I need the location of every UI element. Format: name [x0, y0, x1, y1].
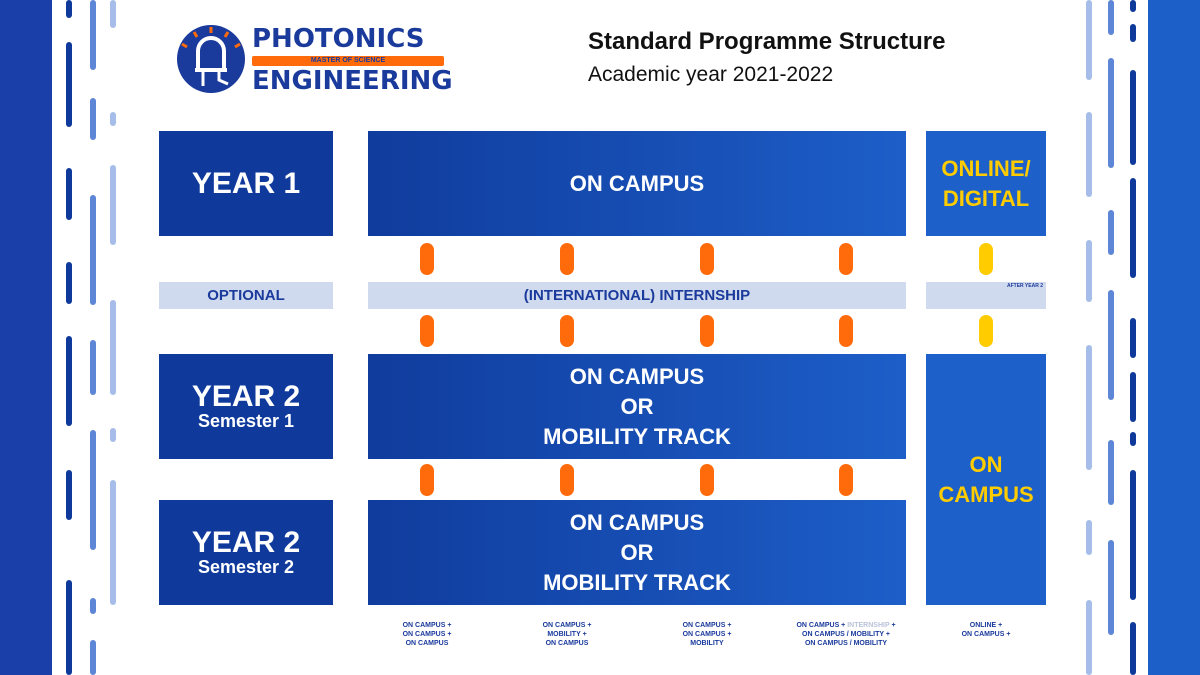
connector-pill: [700, 464, 714, 496]
track-4-line3: ON CAMPUS / MOBILITY: [804, 640, 888, 647]
connector-pill: [560, 464, 574, 496]
year1-main-box: [368, 131, 906, 236]
year2s2-label-box: [159, 500, 333, 605]
year2s1-title: YEAR 2: [191, 379, 301, 413]
year1-label-box: [159, 131, 333, 236]
track-4-line1: [771, 621, 921, 630]
track-4-line1-c: +: [889, 622, 896, 629]
track-2-line2: MOBILITY +: [547, 631, 587, 638]
year2s2-line2: OR: [620, 539, 654, 565]
track-1-line1: ON CAMPUS +: [402, 622, 452, 629]
track-2-line3: ON CAMPUS: [545, 640, 589, 647]
track-3-line1: ON CAMPUS +: [682, 622, 732, 629]
year1-title: YEAR 1: [191, 166, 301, 200]
connector-pill: [560, 243, 574, 275]
track-3-line2: ON CAMPUS +: [682, 631, 732, 638]
year2s2-main-box: [368, 500, 906, 605]
year2s1-label-box: [159, 354, 333, 459]
connector-pill-yellow: [979, 243, 993, 275]
page-subtitle: Academic year 2021-2022: [588, 63, 834, 86]
year2s2-title: YEAR 2: [191, 525, 301, 559]
track-4-line2: ON CAMPUS / MOBILITY +: [802, 631, 890, 638]
connector-pill: [839, 315, 853, 347]
lightbulb-icon: [176, 24, 246, 94]
year1-online-box: [926, 131, 1046, 236]
track-caption-5: [911, 621, 1061, 639]
year2s1-line3: MOBILITY TRACK: [543, 423, 731, 449]
logo-line1: PHOTONICS: [252, 24, 425, 54]
logo-tag: MASTER OF SCIENCE: [310, 57, 386, 64]
track-1-line3: ON CAMPUS: [405, 640, 449, 647]
year1-main-text: ON CAMPUS: [569, 170, 705, 196]
after-year2-band: [926, 282, 1046, 309]
connector-pill: [420, 243, 434, 275]
connector-pill: [700, 315, 714, 347]
connector-pill: [560, 315, 574, 347]
track-caption-3: [632, 621, 782, 648]
internship-text: (INTERNATIONAL) INTERNSHIP: [523, 287, 751, 304]
year2-campus-box: [926, 354, 1046, 605]
track-5-line1: ONLINE +: [969, 622, 1003, 629]
track-4-internship: INTERNSHIP: [847, 622, 890, 629]
track-3-line3: MOBILITY: [690, 640, 724, 647]
year2s1-main-box: [368, 354, 906, 459]
online-line2: DIGITAL: [942, 185, 1030, 211]
track-caption-4: [771, 621, 921, 648]
track-1-line2: ON CAMPUS +: [402, 631, 452, 638]
connector-pill: [700, 243, 714, 275]
track-5-line2: ON CAMPUS +: [961, 631, 1011, 638]
right-decor-band: [1148, 0, 1200, 675]
optional-label: [159, 282, 333, 309]
connector-pill-yellow: [979, 315, 993, 347]
track-caption-1: [352, 621, 502, 648]
track-caption-2: [492, 621, 642, 648]
year2s1-line2: OR: [620, 393, 654, 419]
track-4-line1-a: ON CAMPUS +: [796, 622, 848, 629]
page-title: Standard Programme Structure: [588, 28, 946, 55]
year2s2-line1: ON CAMPUS: [569, 509, 705, 535]
optional-label-text: OPTIONAL: [207, 287, 285, 304]
track-2-line1: ON CAMPUS +: [542, 622, 592, 629]
year2s1-sub: Semester 1: [197, 411, 295, 432]
connector-pill: [839, 464, 853, 496]
connector-pill: [420, 464, 434, 496]
year2s2-line3: MOBILITY TRACK: [543, 569, 731, 595]
campus-line1: ON: [969, 451, 1003, 477]
left-decor-band: [0, 0, 52, 675]
connector-pill: [839, 243, 853, 275]
after-year2-note: AFTER YEAR 2: [1006, 283, 1043, 289]
logo-line2: ENGINEERING: [252, 66, 453, 96]
connector-pill: [420, 315, 434, 347]
photonics-logo: [176, 24, 453, 96]
online-line1: ONLINE/: [941, 155, 1031, 181]
internship-band: [368, 282, 906, 309]
campus-line2: CAMPUS: [938, 481, 1034, 507]
year2s2-sub: Semester 2: [197, 557, 295, 578]
year2s1-line1: ON CAMPUS: [569, 363, 705, 389]
